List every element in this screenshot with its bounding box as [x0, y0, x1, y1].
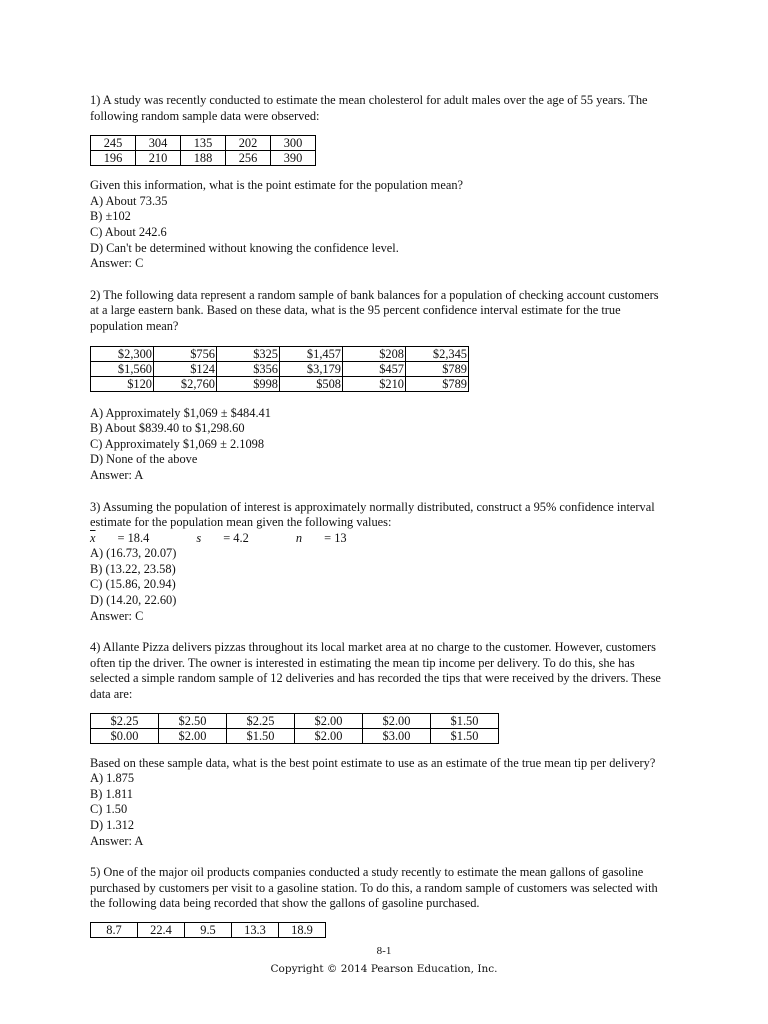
table-cell: $756 — [154, 346, 217, 361]
table-row — [91, 361, 469, 376]
question-1-prompt: Given this information, what is the point estimate for the population mean? — [90, 178, 464, 193]
table-cell: $1.50 — [431, 728, 499, 743]
table-cell: 390 — [271, 151, 316, 166]
question-4-stem — [90, 640, 680, 702]
table-cell: 13.3 — [232, 922, 279, 937]
table-cell: 304 — [136, 136, 181, 151]
s-symbol: s — [196, 530, 202, 545]
sample-size-value: = 13 — [324, 530, 347, 545]
stem-line: 2) The following data represent a random sample of bank balances for a population of checking account customers — [90, 287, 659, 302]
table-cell: $2,300 — [91, 346, 154, 361]
answer: Answer: A — [90, 467, 144, 482]
question-2-stem — [90, 288, 680, 335]
table-row — [91, 151, 316, 166]
option-c: C) Approximately $1,069 ± 2.1098 — [90, 436, 265, 451]
question-5-stem — [90, 865, 680, 912]
table-cell: 18.9 — [279, 922, 326, 937]
question-1-data-table — [90, 135, 316, 166]
stem-line: 4) Allante Pizza delivers pizzas throughout its local market area at no charge to the customer. However, customers — [90, 640, 656, 655]
table-row — [91, 136, 316, 151]
question-3 — [90, 500, 680, 625]
table-cell: $1,457 — [280, 346, 343, 361]
table-cell: 300 — [271, 136, 316, 151]
table-cell: $2.00 — [295, 713, 363, 728]
question-5-data-table — [90, 922, 326, 938]
table-cell: $2,760 — [154, 376, 217, 391]
table-cell: $457 — [343, 361, 406, 376]
page-number: 8-1 — [376, 945, 392, 957]
question-1-options — [90, 178, 680, 272]
table-row — [91, 713, 499, 728]
table-cell: $508 — [280, 376, 343, 391]
stem-line: estimate for the population mean given the following values: — [90, 515, 392, 530]
table-cell: $3.00 — [363, 728, 431, 743]
question-4 — [90, 640, 680, 849]
table-row — [91, 376, 469, 391]
table-cell: 210 — [136, 151, 181, 166]
option-d: D) None of the above — [90, 452, 198, 467]
stem-line: following random sample data were observed: — [90, 108, 320, 123]
table-cell: $1,560 — [91, 361, 154, 376]
table-cell: $1.50 — [431, 713, 499, 728]
table-row — [91, 922, 326, 937]
table-cell: 188 — [181, 151, 226, 166]
table-cell: 135 — [181, 136, 226, 151]
table-cell: $325 — [217, 346, 280, 361]
table-row — [91, 346, 469, 361]
table-cell: $2,345 — [406, 346, 469, 361]
table-cell: $2.25 — [227, 713, 295, 728]
stem-line: population mean? — [90, 318, 179, 333]
sample-mean-value: = 18.4 — [117, 530, 150, 545]
option-d: D) (14.20, 22.60) — [90, 593, 177, 608]
table-cell: $210 — [343, 376, 406, 391]
table-cell: $208 — [343, 346, 406, 361]
stem-line: 5) One of the major oil products companies conducted a study recently to estimate the mean gallons of gasoline — [90, 865, 644, 880]
table-cell: $789 — [406, 361, 469, 376]
table-cell: $356 — [217, 361, 280, 376]
table-cell: $2.00 — [159, 728, 227, 743]
n-symbol: n — [295, 530, 303, 545]
question-2-options — [90, 406, 680, 484]
stem-line: 1) A study was recently conducted to estimate the mean cholesterol for adult males over the age of 55 years. The — [90, 93, 648, 107]
question-4-options — [90, 756, 680, 850]
table-cell: 9.5 — [185, 922, 232, 937]
stem-line: at a large eastern bank. Based on these data, what is the 95 percent confidence interval estimate for the true — [90, 303, 621, 318]
table-cell: $2.25 — [91, 713, 159, 728]
table-cell: $124 — [154, 361, 217, 376]
option-d: D) 1.312 — [90, 818, 135, 832]
sample-std-dev — [196, 531, 270, 547]
option-c: C) About 242.6 — [90, 224, 167, 239]
answer: Answer: C — [90, 608, 144, 623]
table-cell: $120 — [91, 376, 154, 391]
question-5 — [90, 865, 680, 938]
stem-line: often tip the driver. The owner is interested in estimating the mean tip income per delivery. To do this, she has — [90, 655, 635, 670]
stem-line: 3) Assuming the population of interest is approximately normally distributed, construct a 95% confidence interval — [90, 499, 655, 514]
x-bar-symbol: $\overline{x}$ — [90, 530, 96, 545]
table-cell: $1.50 — [227, 728, 295, 743]
question-3-stem — [90, 500, 680, 531]
table-cell: 202 — [226, 136, 271, 151]
stem-line: selected a simple random sample of 12 deliveries and has recorded the tips that were received by the drivers. These — [90, 671, 661, 686]
option-a: A) About 73.35 — [90, 193, 168, 208]
table-row — [91, 728, 499, 743]
option-b: B) About $839.40 to $1,298.60 — [90, 421, 245, 436]
table-cell: $2.50 — [159, 713, 227, 728]
stem-line: data are: — [90, 687, 133, 702]
table-cell: 256 — [226, 151, 271, 166]
option-d: D) Can't be determined without knowing the confidence level. — [90, 240, 399, 255]
option-a: A) Approximately $1,069 ± $484.41 — [90, 405, 271, 420]
sample-size — [296, 531, 369, 547]
table-cell: $998 — [217, 376, 280, 391]
question-1 — [90, 93, 680, 272]
question-4-prompt: Based on these sample data, what is the best point estimate to use as an estimate of the true mean tip per delivery? — [90, 755, 656, 770]
option-c: C) 1.50 — [90, 802, 128, 817]
table-cell: 245 — [91, 136, 136, 151]
option-b: B) (13.22, 23.58) — [90, 561, 176, 576]
question-3-given-values — [90, 531, 680, 547]
answer: Answer: C — [90, 256, 144, 271]
option-a: A) 1.875 — [90, 771, 135, 786]
stem-line: the following data being recorded that show the gallons of gasoline purchased. — [90, 896, 480, 911]
sample-std-dev-value: = 4.2 — [223, 530, 249, 545]
answer: Answer: A — [90, 833, 144, 848]
option-b: B) ±102 — [90, 209, 131, 224]
table-cell: $2.00 — [295, 728, 363, 743]
question-1-stem — [90, 93, 680, 124]
question-2 — [90, 288, 680, 484]
option-c: C) (15.86, 20.94) — [90, 577, 176, 592]
question-4-data-table — [90, 713, 499, 744]
table-cell: 8.7 — [91, 922, 138, 937]
question-3-options — [90, 546, 680, 624]
option-a: A) (16.73, 20.07) — [90, 546, 177, 561]
table-cell: $0.00 — [91, 728, 159, 743]
stem-line: purchased by customers per visit to a gasoline station. To do this, a random sample of customers was selected with — [90, 880, 658, 895]
copyright-notice: Copyright © 2014 Pearson Education, Inc. — [270, 963, 498, 975]
table-cell: 196 — [91, 151, 136, 166]
option-b: B) 1.811 — [90, 786, 133, 801]
question-2-data-table — [90, 346, 469, 392]
table-cell: $789 — [406, 376, 469, 391]
table-cell: $3,179 — [280, 361, 343, 376]
table-cell: 22.4 — [138, 922, 185, 937]
content — [90, 93, 680, 954]
sample-mean — [90, 531, 171, 547]
table-cell: $2.00 — [363, 713, 431, 728]
